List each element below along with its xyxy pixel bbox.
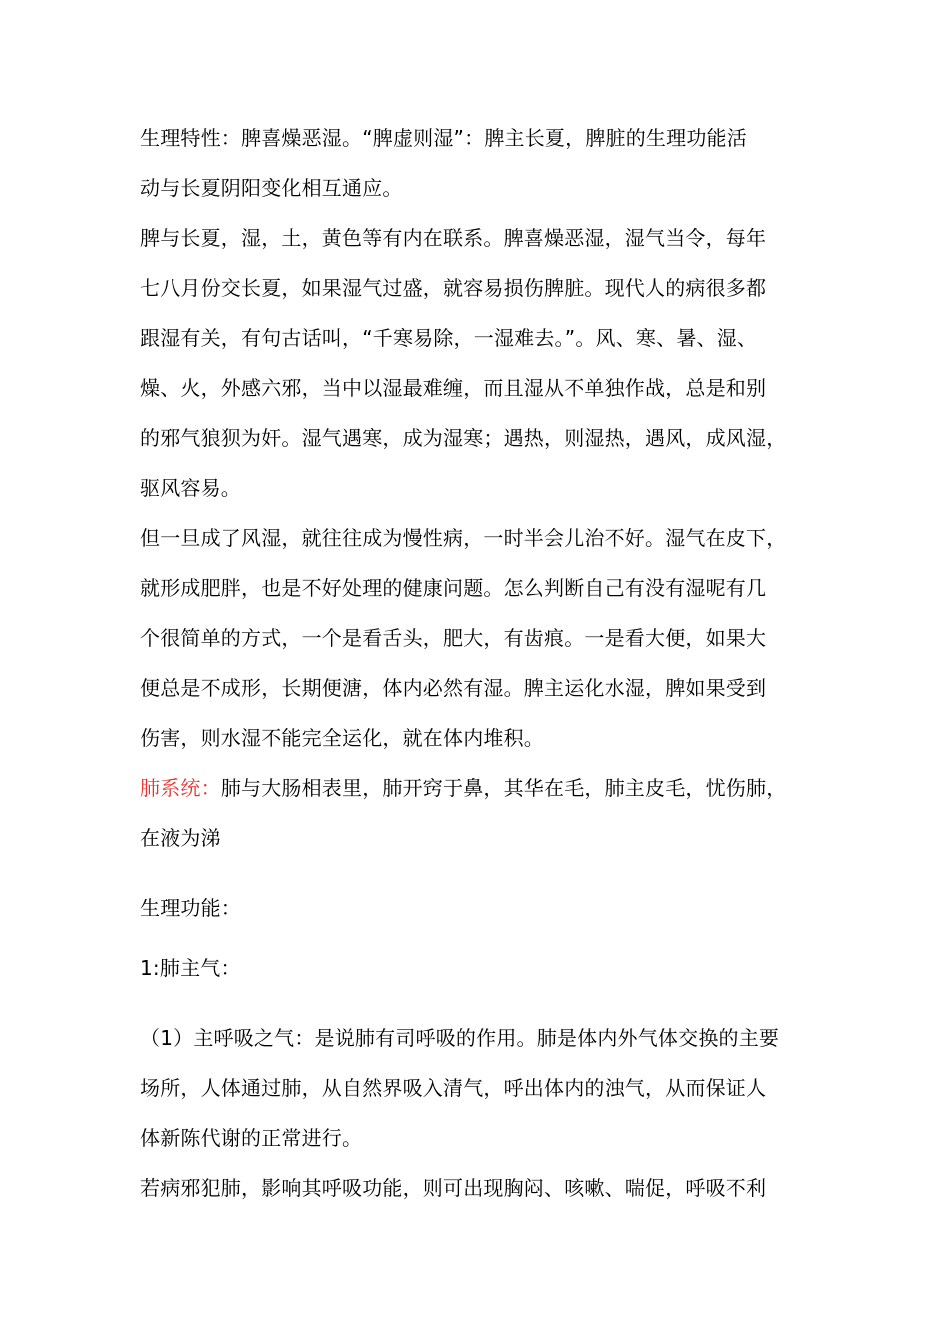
text-line: 便总是不成形，长期便溏，体内必然有湿。脾主运化水湿，脾如果受到	[140, 676, 767, 700]
text-line: 但一旦成了风湿，就往往成为慢性病，一时半会儿治不好。湿气在皮下，	[140, 526, 787, 550]
subheading-physiological-function	[140, 883, 820, 933]
text-line: 个很简单的方式，一个是看舌头，肥大，有齿痕。一是看大便，如果大	[140, 626, 767, 650]
paragraph-spleen-physiology	[140, 113, 820, 213]
text-line: 若病邪犯肺，影响其呼吸功能，则可出现胸闷、咳嗽、喘促，呼吸不利	[140, 1176, 767, 1200]
text-line: 伤害，则水湿不能完全运化，就在体内堆积。	[140, 726, 544, 750]
text-line: 七八月份交长夏，如果湿气过盛，就容易损伤脾脏。现代人的病很多都	[140, 276, 767, 300]
text-line: 驱风容易。	[140, 476, 241, 500]
text-line: 生理功能：	[140, 896, 241, 920]
text-line: 动与长夏阴阳变化相互通应。	[140, 176, 403, 200]
text-line: 燥、火，外感六邪，当中以湿最难缠，而且湿从不单独作战，总是和别	[140, 376, 767, 400]
text-line: 就形成肥胖，也是不好处理的健康问题。怎么判断自己有没有湿呢有几	[140, 576, 767, 600]
paragraph-lung-disease	[140, 1163, 820, 1213]
text-line: 场所，人体通过肺，从自然界吸入清气，呼出体内的浊气，从而保证人	[140, 1076, 767, 1100]
paragraph-respiration	[140, 1013, 820, 1163]
paragraph-spleen-dampness	[140, 213, 820, 513]
text-line: 体新陈代谢的正常进行。	[140, 1126, 363, 1150]
text-fragment: 肺与大肠相表里，肺开窍于鼻，其华在毛，肺主皮毛，忧伤肺，	[220, 776, 787, 800]
text-line	[140, 763, 820, 813]
text-line: 的邪气狼狈为奸。湿气遇寒，成为湿寒；遇热，则湿热，遇风，成风湿，	[140, 426, 787, 450]
section-heading-lung-system: 肺系统：	[140, 776, 221, 800]
text-line: 在液为涕	[140, 826, 221, 850]
text-line: （1）主呼吸之气：是说肺有司呼吸的作用。肺是体内外气体交换的主要	[140, 1026, 780, 1050]
text-line: 跟湿有关，有句古话叫，“千寒易除，一湿难去。”。风、寒、暑、湿、	[140, 326, 758, 350]
paragraph-lung-system	[140, 763, 820, 863]
text-line: 1:肺主气：	[140, 956, 241, 980]
paragraph-rheumatism	[140, 513, 820, 763]
subheading-lung-governs-qi	[140, 943, 820, 993]
text-line: 生理特性：脾喜燥恶湿。“脾虚则湿”：脾主长夏，脾脏的生理功能活	[140, 126, 747, 150]
text-line: 脾与长夏，湿，土，黄色等有内在联系。脾喜燥恶湿，湿气当令，每年	[140, 226, 767, 250]
